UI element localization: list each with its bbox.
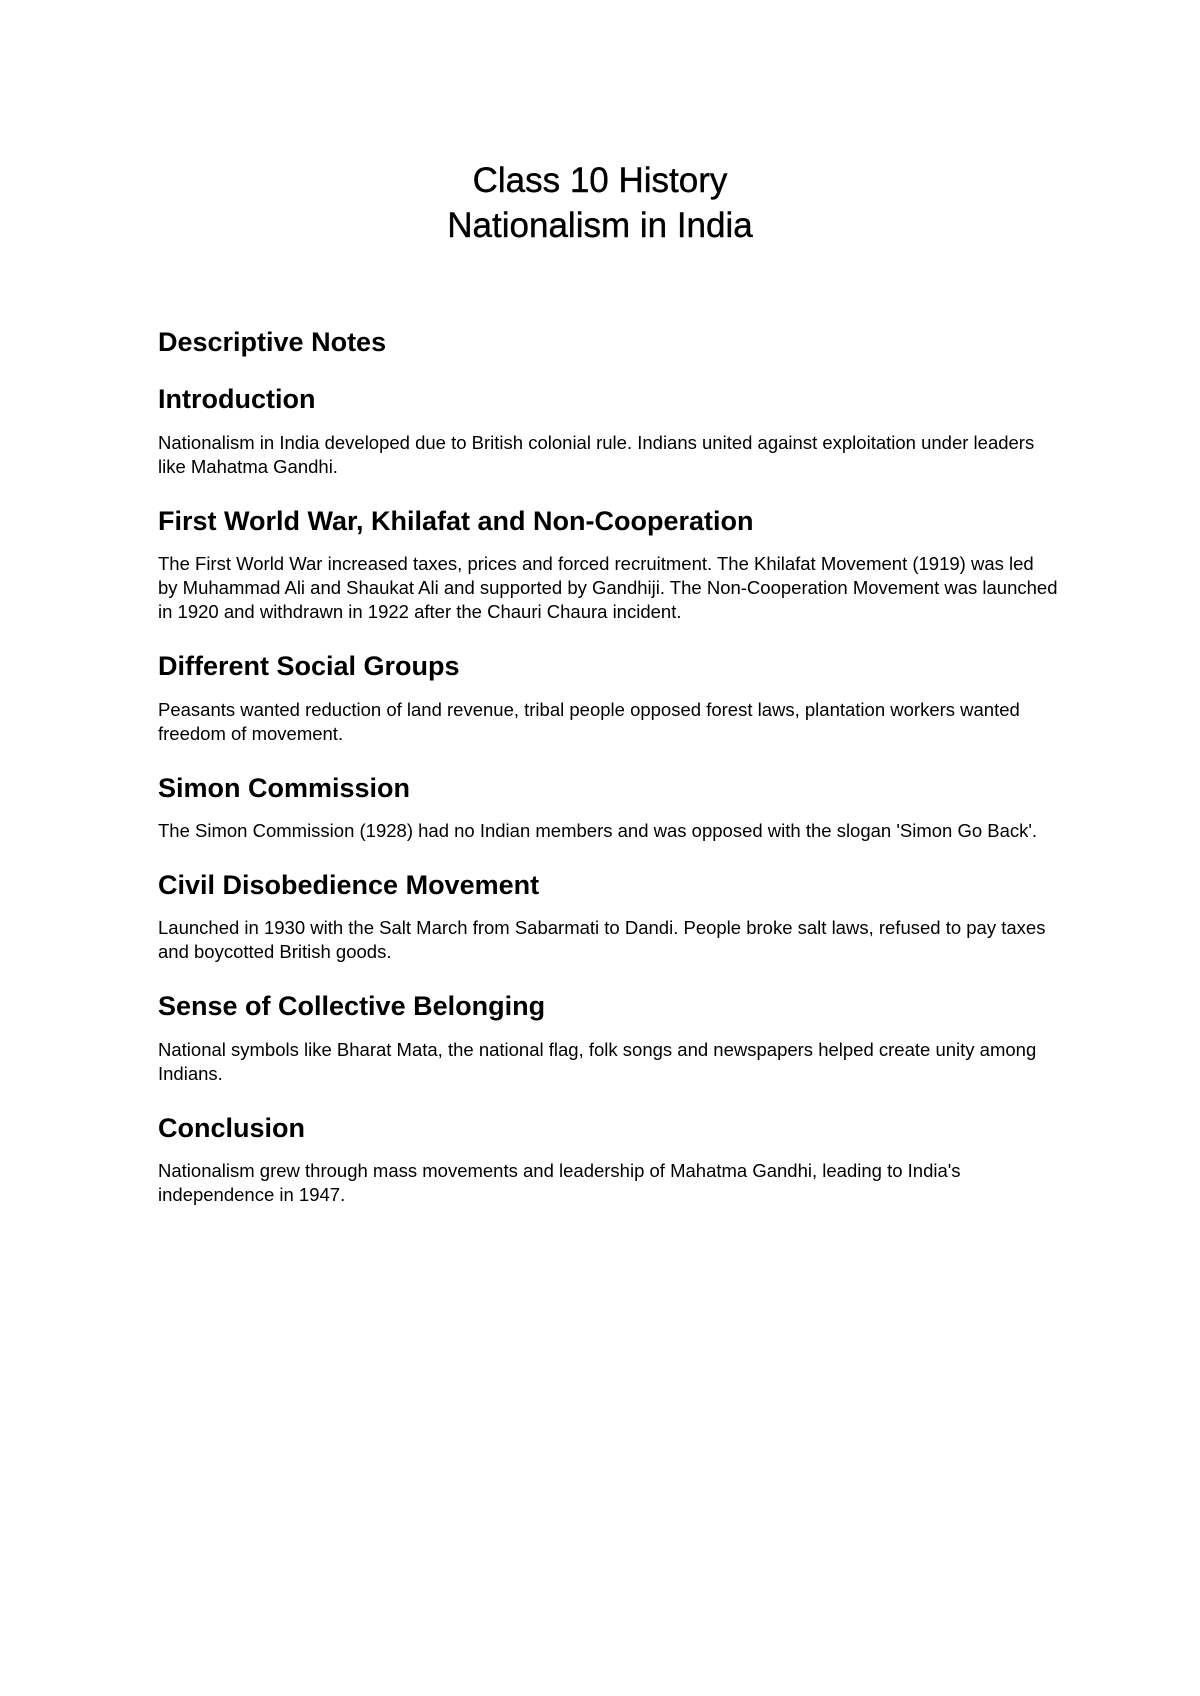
section-heading: Introduction	[158, 384, 316, 415]
section-body: Nationalism grew through mass movements and leadership of Mahatma Gandhi, leading to India's independence in 1947.	[158, 1160, 961, 1206]
section-introduction	[158, 383, 1058, 478]
section-body: Peasants wanted reduction of land revenue, tribal people opposed forest laws, plantation workers wanted freedom of movement.	[158, 698, 1020, 744]
title-line-2: Nationalism in India	[447, 206, 753, 245]
section-civil-disobedience	[158, 869, 1058, 964]
section-body: The Simon Commission (1928) had no Indian members and was opposed with the slogan 'Simon Go Back'.	[158, 819, 1038, 841]
section-body: Launched in 1930 with the Salt March from Sabarmati to Dandi. People broke salt laws, refused to pay taxes and boycotted British goods.	[158, 917, 1046, 963]
section-heading: Civil Disobedience Movement	[158, 869, 540, 900]
section-conclusion	[158, 1112, 1058, 1207]
section-body: The First World War increased taxes, prices and forced recruitment. The Khilafat Movement (1919) was led by Muhammad Ali and Shaukat Ali and supported by Gandhiji. The Non-Cooperation Movement was launched in 1920 and withdrawn in 1922 after the Chauri Chaura incident.	[158, 553, 1058, 623]
section-body: National symbols like Bharat Mata, the national flag, folk songs and newspapers helped create unity among Indians.	[158, 1038, 1037, 1084]
section-simon-commission	[158, 772, 1058, 843]
section-heading: Conclusion	[158, 1112, 305, 1143]
title-line-1: Class 10 History	[472, 161, 728, 200]
section-social-groups	[158, 650, 1058, 745]
section-collective-belonging	[158, 990, 1058, 1085]
subtitle: Descriptive Notes	[158, 327, 387, 357]
section-heading: Sense of Collective Belonging	[158, 991, 546, 1022]
section-first-world-war	[158, 505, 1058, 624]
section-heading: Different Social Groups	[158, 651, 460, 682]
section-body: Nationalism in India developed due to British colonial rule. Indians united against exploitation under leaders like Mahatma Gandhi.	[158, 431, 1035, 477]
section-heading: Simon Commission	[158, 772, 411, 803]
section-heading: First World War, Khilafat and Non-Cooperation	[158, 505, 754, 536]
document-content	[158, 326, 1058, 1233]
